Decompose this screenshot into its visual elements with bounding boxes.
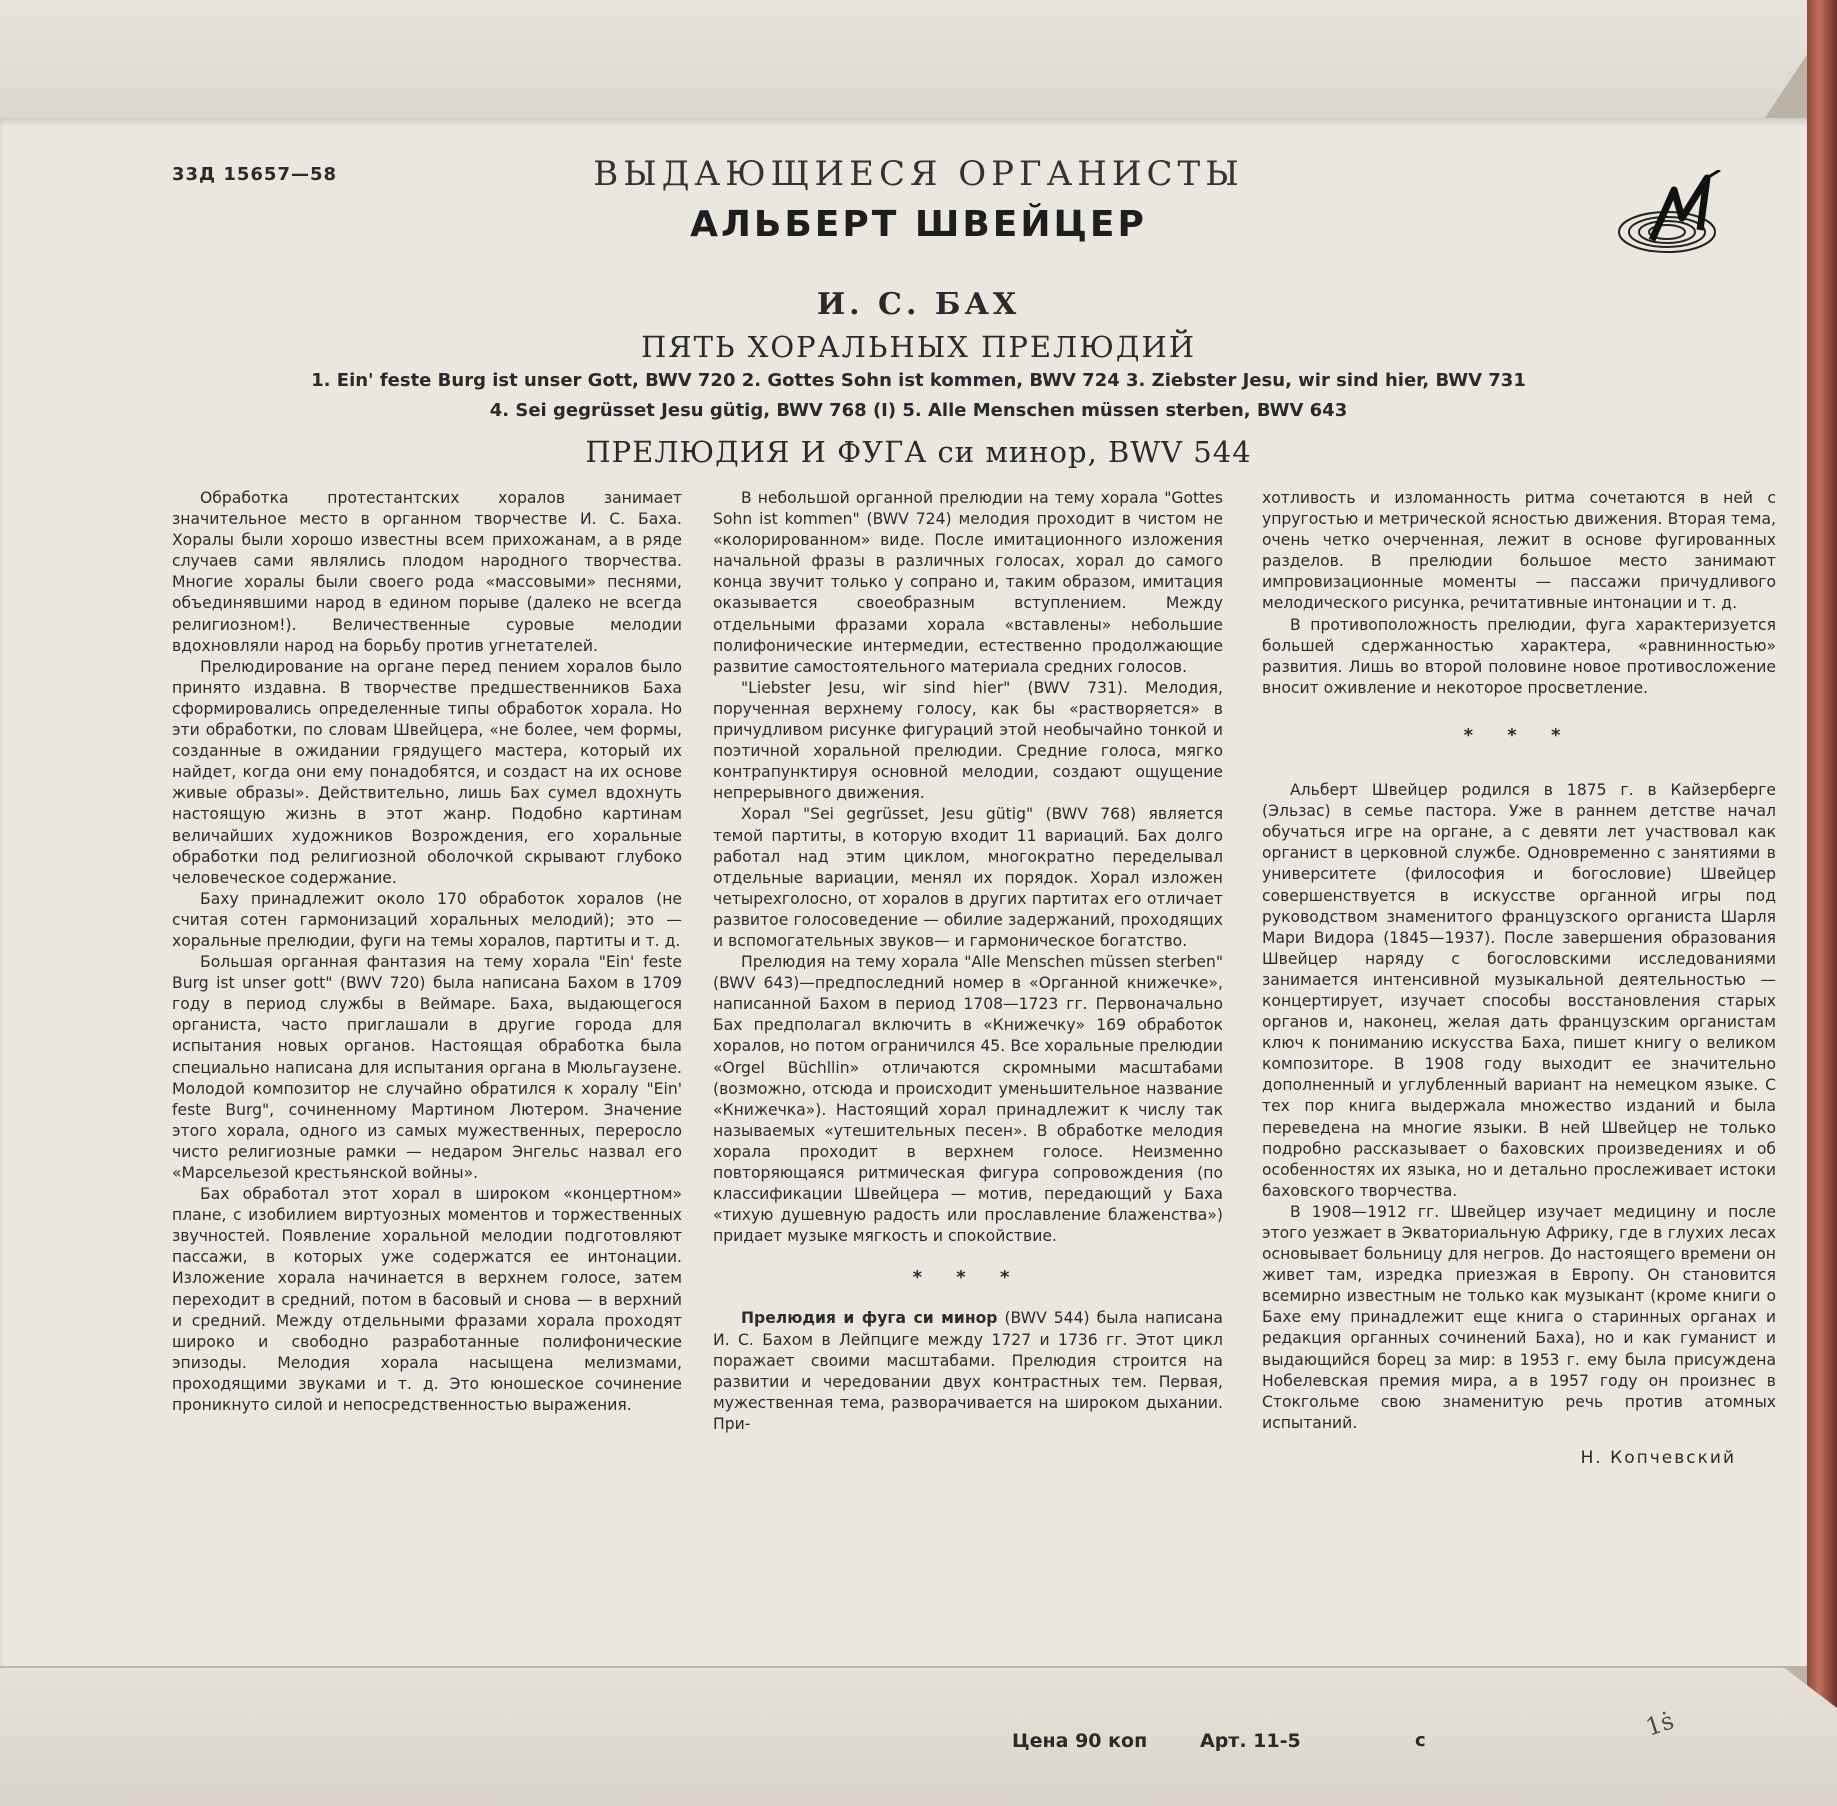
notes-column-3 <box>1262 488 1776 1469</box>
paragraph: Обработка протестантских хоралов занимает значительное место в органном творчестве И. С. Баха. Хоралы были хорошо известны всем прихожанам, а в ряде случаев сами являлись плодом народного творчества. Многие хоралы были своего рода «массовыми» песнями, объединявшими народ в едином порыве (далеко не всегда религиозном!). Величественные суровые мелодии вдохновляли народ на борьбу против угнетателей. <box>172 489 682 655</box>
paragraph: Прелюдирование на органе перед пением хоралов было принято издавна. В творчестве предшественников Баха сформировались определенные типы обработок хорала. Но эти обработки, по словам Швейцера, «не более, чем формы, созданные в ожидании грядущего мастера, который их найдет, когда они ему понадобятся, и создаст на их основе живые образы». Действительно, лишь Бах сумел вдохнуть настоящую жизнь в этот жанр. Подобно картинам величайших художников Возрождения, его хоральные обработки под религиозной оболочкой скрывают глубоко человеческое содержание. <box>172 657 682 887</box>
second-work-title: ПРЕЛЮДИЯ И ФУГА си минор, BWV 544 <box>585 435 1252 469</box>
catalog-number: 33Д 15657—58 <box>172 164 338 185</box>
c-mark: с <box>1415 1730 1426 1751</box>
paragraph: В противоположность прелюдии, фуга характеризуется большей сдержанностью характера, «равнинностью» развития. Лишь во второй половине новое противосложение вносит оживление и некоторое просветление. <box>1262 615 1776 697</box>
notes-column-2 <box>713 488 1223 1435</box>
author-signature: Н. Копчевский <box>1580 1447 1736 1468</box>
paragraph: Баху принадлежит около 170 обработок хоралов (не считая сотен гармонизаций хоральных мелодий); это — хоральные прелюдии, фуги на темы хоралов, партиты и т. д. <box>172 889 682 950</box>
price-label: Цена 90 коп <box>1012 1730 1148 1752</box>
track-list-line-1: 1. Ein' feste Burg ist unser Gott, BWV 720 2. Gottes Sohn ist kommen, BWV 724 3. Ziebster Jesu, wir sind hier, BWV 731 <box>311 370 1526 391</box>
paragraph: Прелюдия на тему хорала "Alle Menschen müssen sterben" (BWV 643)—предпоследний номер в «Органной книжечке», написанной Бахом в период 1708—1723 гг. Первоначально Бах предполагал включить в «Книжечку» 169 обработок хоралов, но потом ограничился 45. Все хоральные прелюдии «Orgel Büchllin» отличаются скромными масштабами (возможно, отсюда и происходит уменьшительное название «Книжечка»). Настоящий хорал принадлежит к числу так называемых «утешительных песен». В обработке мелодия хорала проходит в верхнем голосе. Неизменно повторяющаяся ритмическая фигура сопровождения (по классификации Швейцера — мотив, передающий у Баха «тихую душевную радость или прославление блаженства») придает музыке мягкость и спокойствие. <box>713 953 1223 1246</box>
paragraph: "Liebster Jesu, wir sind hier" (BWV 731). Мелодия, порученная верхнему голосу, как бы «растворяется» в причудливом рисунке фигураций этой необычайно тонкой и поэтичной хоральной прелюдии. Средние голоса, мягко контрапунктируя основной мелодии, создают ощущение непрерывного движения. <box>713 678 1223 803</box>
paragraph: Хорал "Sei gegrüsset, Jesu gütig" (BWV 768) является темой партиты, в которую входит 11 вариаций. Бах долго работал над этим циклом, многократно переделывал отдельные вариации, менял их порядок. Хорал изложен четырехголосно, от хоралов в других партитах его отличает развитое голосоведение — обилие задержаний, проходящих и вспомогательных звуков— и гармоническое богатство. <box>713 805 1223 950</box>
paragraph <box>713 1308 1223 1435</box>
section-divider: * * * <box>1463 724 1575 746</box>
paragraph: В небольшой органной прелюдии на тему хорала "Gottes Sohn ist kommen" (BWV 724) мелодия проходит в чистом не «колорированном» виде. После имитационного изложения начальной фразы в различных голосах, хорал до самого конца звучит только у сопрано и, таким образом, имитация оказывается своеобразным вступлением. Между отдельными фразами хорала «вставлены» небольшие полифонические интермедии, естественно продолжающие развитие самостоятельного материала средних голосов. <box>713 489 1223 676</box>
performer-name: АЛЬБЕРТ ШВЕЙЦЕР <box>690 204 1147 245</box>
sleeve-top-flap <box>0 0 1837 120</box>
sleeve-edge <box>1807 0 1837 1804</box>
paragraph-text: (BWV 544) была написана И. С. Бахом в Лейпциге между 1727 и 1736 гг. Этот цикл поражает своими масштабами. Прелюдия строится на развитии и чередовании двух контрастных тем. Первая, мужественная тема, разворачивается на широком дыхании. При- <box>713 1309 1223 1433</box>
notes-column-1 <box>172 488 682 1416</box>
sleeve-bottom-flap <box>0 1666 1837 1806</box>
article-number: Арт. 11-5 <box>1200 1730 1301 1752</box>
bold-heading: Прелюдия и фуга си минор <box>741 1309 998 1328</box>
paragraph: В 1908—1912 гг. Швейцер изучает медицину и после этого уезжает в Экваториальную Африку, где в глухих лесах основывает больницу для негров. До настоящего времени он живет там, изредка приезжая в Европу. Он становится всемирно известным не только как музыкант (кроме книги о Бахе ему принадлежит еще книга о старинных органах и редакция органных сочинений Баха), но и как гуманист и выдающийся борец за мир: в 1953 г. ему была присуждена Нобелевская премия мира, а в 1957 году он произнес в Стокгольме свою знаменитую речь против атомных испытаний. <box>1262 1202 1776 1432</box>
melodiya-logo-icon <box>1612 170 1752 270</box>
section-divider: * * * <box>912 1267 1024 1289</box>
paragraph: Бах обработал этот хорал в широком «концертном» плане, с изобилием виртуозных моментов и торжественных звучностей. Появление хоральной мелодии подготовляют пассажи, в которых уже содержатся ее интонации. Изложение хорала начинается в верхнем голосе, затем переходит в средний, потом в басовый и снова — в верхний и средний. Между отдельными фразами хорала проходят широко и свободно разработанные полифонические эпизоды. Мелодия хорала насыщена мелизмами, проходящими звуками и т. д. Это юношеское сочинение проникнуто силой и непосредственностью выражения. <box>172 1185 682 1415</box>
series-title: ВЫДАЮЩИЕСЯ ОРГАНИСТЫ <box>593 154 1244 194</box>
paragraph: хотливость и изломанность ритма сочетаются в ней с упругостью и метрической ясностью движения. Вторая тема, очень четко очерченная, лежит в основе фугированных разделов. В прелюдии большое место занимают импровизационные моменты — пассажи причудливого мелодического рисунка, речитативные интонации и т. д. <box>1262 489 1776 613</box>
paragraph: Большая органная фантазия на тему хорала "Ein' feste Burg ist unser gott" (BWV 720) была написана Бахом в 1709 году в период службы в Веймаре. Баха, выдающегося органиста, часто приглашали в другие города для испытания новых органов. Настоящая обработка была специально написана для испытания органа в Мюльгаузене. Молодой композитор не случайно обратился к хоралу "Ein' feste Burg", сочиненному Мартином Лютером. Значение этого хорала, одного из самых мужественных, переросло чисто религиозные рамки — недаром Энгельс назвал его «Марсельезой крестьянской войны». <box>172 953 682 1182</box>
work-title: ПЯТЬ ХОРАЛЬНЫХ ПРЕЛЮДИЙ <box>640 330 1197 364</box>
composer-name: И. С. БАХ <box>816 287 1021 322</box>
paragraph: Альберт Швейцер родился в 1875 г. в Кайзерберге (Эльзас) в семье пастора. Уже в раннем детстве начал обучаться игре на органе, а с девяти лет участвовал как органист в церковной службе. Одновременно с занятиями в университете (философия и богословие) Швейцер совершенствуется в искусстве органной игры под руководством знаменитого французского органиста Шарля Мари Видора (1845—1937). После завершения образования Швейцер наряду с богословскими исследованиями занимается интенсивной музыкальной деятельностью — концертирует, изучает способы восстановления старых органов и, наконец, желая дать французским органистам ключ к пониманию искусства Баха, пишет книгу о великом композиторе. В 1908 году выходит ее значительно дополненный и углубленный вариант на немецком языке. С тех пор книга выдержала множество изданий и была переведена на многие языки. В ней Швейцер не только подробно рассказывает о баховских произведениях и об особенностях их языка, но и детально прослеживает истоки баховского творчества. <box>1262 781 1776 1200</box>
handwritten-mark: 1ṡ <box>1642 1706 1678 1742</box>
track-list-line-2: 4. Sei gegrüsset Jesu gütig, BWV 768 (I) 5. Alle Menschen müssen sterben, BWV 643 <box>489 400 1348 421</box>
